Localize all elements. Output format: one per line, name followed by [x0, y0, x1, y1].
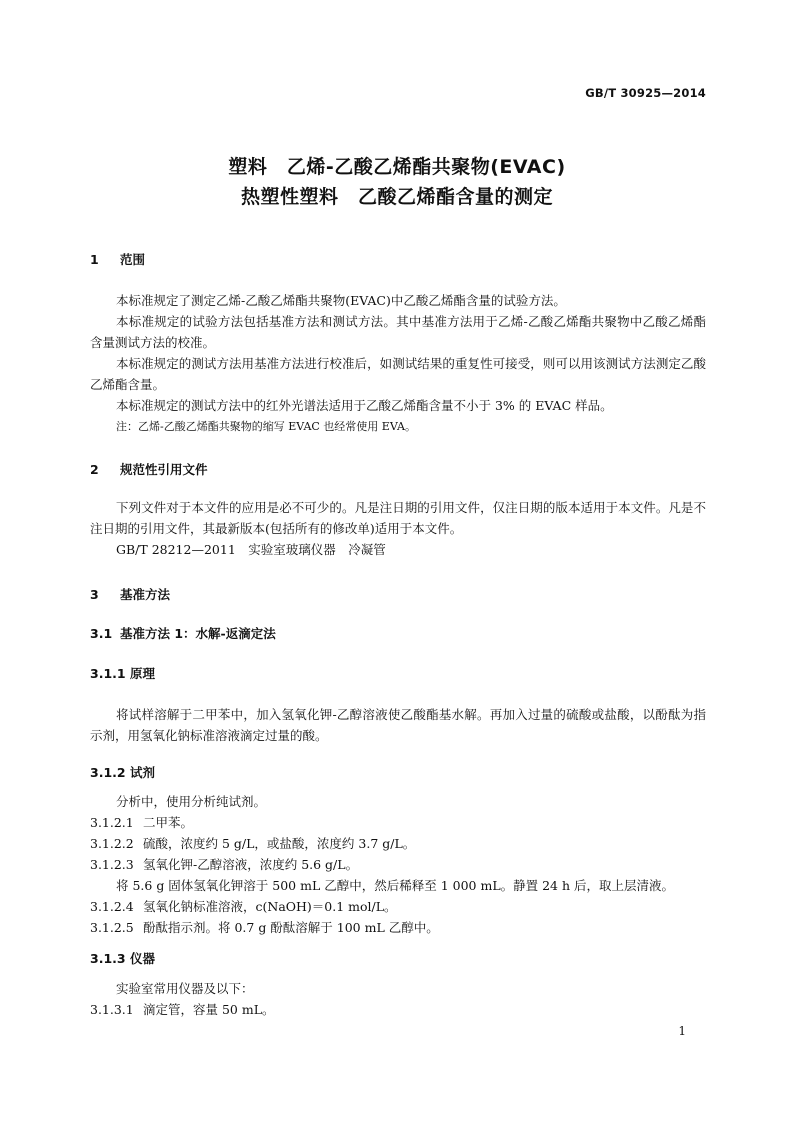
section-3-1-1-paragraph: 将试样溶解于二甲苯中，加入氢氧化钾-乙醇溶液使乙酸酯基水解。再加入过量的硫酸或盐酸，以酚酞为指示剂，用氢氧化钠标准溶液滴定过量的酸。: [90, 707, 706, 743]
section-3-1-1-heading: [90, 664, 155, 682]
item-text: 酚酞指示剂。将 0.7 g 酚酞溶解于 100 mL 乙醇中。: [143, 920, 439, 935]
list-item: [90, 896, 397, 917]
item-number: 3.1.3.1: [90, 1002, 134, 1017]
item-text: 二甲苯。: [143, 815, 194, 830]
section-number: 2: [90, 462, 99, 477]
document-title-line-1: 塑料 乙烯-乙酸乙烯酯共聚物(EVAC): [228, 156, 566, 178]
page-number: 1: [678, 1024, 686, 1038]
item-text: 滴定管，容量 50 mL。: [143, 1002, 275, 1017]
section-3-1-3-heading: [90, 949, 155, 967]
item-number: 3.1.2.4: [90, 899, 134, 914]
section-1-heading: [90, 250, 145, 268]
item-text: 氢氧化钠标准溶液，c(NaOH)＝0.1 mol/L。: [143, 899, 397, 914]
item-text: 硫酸，浓度约 5 g/L，或盐酸，浓度约 3.7 g/L。: [143, 836, 416, 851]
list-item: [90, 854, 358, 875]
section-title: 试剂: [130, 765, 156, 780]
section-number: 3.1.3: [90, 951, 126, 966]
section-3-1-2-paragraph-1: 分析中，使用分析纯试剂。: [116, 794, 267, 809]
normative-reference: GB/T 28212—2011 实验室玻璃仪器 冷凝管: [116, 542, 386, 557]
document-title-line-2: 热塑性塑料 乙酸乙烯酯含量的测定: [240, 186, 553, 208]
section-title: 基准方法 1：水解-返滴定法: [120, 626, 276, 641]
standard-number: GB/T 30925—2014: [585, 86, 706, 100]
item-number: 3.1.2.5: [90, 920, 134, 935]
section-1-paragraph-4: 本标准规定的测试方法中的红外光谱法适用于乙酸乙烯酯含量不小于 3% 的 EVAC 样品。: [116, 398, 613, 413]
section-3-1-2-heading: [90, 763, 155, 781]
item-number: 3.1.2.2: [90, 836, 134, 851]
section-title: 仪器: [130, 951, 156, 966]
section-1-paragraph-2: 本标准规定的试验方法包括基准方法和测试方法。其中基准方法用于乙烯-乙酸乙烯酯共聚物中乙酸乙烯酯含量测试方法的校准。: [90, 314, 706, 350]
section-3-1-2-paragraph-2: 将 5.6 g 固体氢氧化钾溶于 500 mL 乙醇中，然后稀释至 1 000 mL。静置 24 h 后，取上层清液。: [116, 878, 674, 893]
section-title: 范围: [120, 252, 146, 267]
section-2-paragraph-1: 下列文件对于本文件的应用是必不可少的。凡是注日期的引用文件，仅注日期的版本适用于本文件。凡是不注日期的引用文件，其最新版本(包括所有的修改单)适用于本文件。: [90, 500, 706, 536]
item-text: 氢氧化钾-乙醇溶液，浓度约 5.6 g/L。: [143, 857, 359, 872]
item-number: 3.1.2.3: [90, 857, 134, 872]
section-1-note: 注：乙烯-乙酸乙烯酯共聚物的缩写 EVAC 也经常使用 EVA。: [116, 420, 416, 433]
section-1-paragraph-1: 本标准规定了测定乙烯-乙酸乙烯酯共聚物(EVAC)中乙酸乙烯酯含量的试验方法。: [116, 293, 566, 308]
section-1-paragraph-3: 本标准规定的测试方法用基准方法进行校准后，如测试结果的重复性可接受，则可以用该测试方法测定乙酸乙烯酯含量。: [90, 356, 706, 392]
section-number: 3.1: [90, 626, 113, 641]
section-3-1-heading: [90, 624, 276, 642]
item-number: 3.1.2.1: [90, 815, 134, 830]
section-title: 规范性引用文件: [120, 462, 208, 477]
list-item: [90, 999, 275, 1020]
list-item: [90, 812, 193, 833]
section-title: 原理: [130, 666, 156, 681]
section-title: 基准方法: [120, 587, 171, 602]
section-2-heading: [90, 460, 208, 478]
list-item: [90, 833, 415, 854]
section-number: 1: [90, 252, 99, 267]
section-number: 3.1.1: [90, 666, 126, 681]
section-number: 3.1.2: [90, 765, 126, 780]
section-3-1-3-paragraph-1: 实验室常用仪器及以下：: [116, 981, 254, 996]
section-3-heading: [90, 585, 170, 603]
list-item: [90, 917, 439, 938]
section-number: 3: [90, 587, 99, 602]
